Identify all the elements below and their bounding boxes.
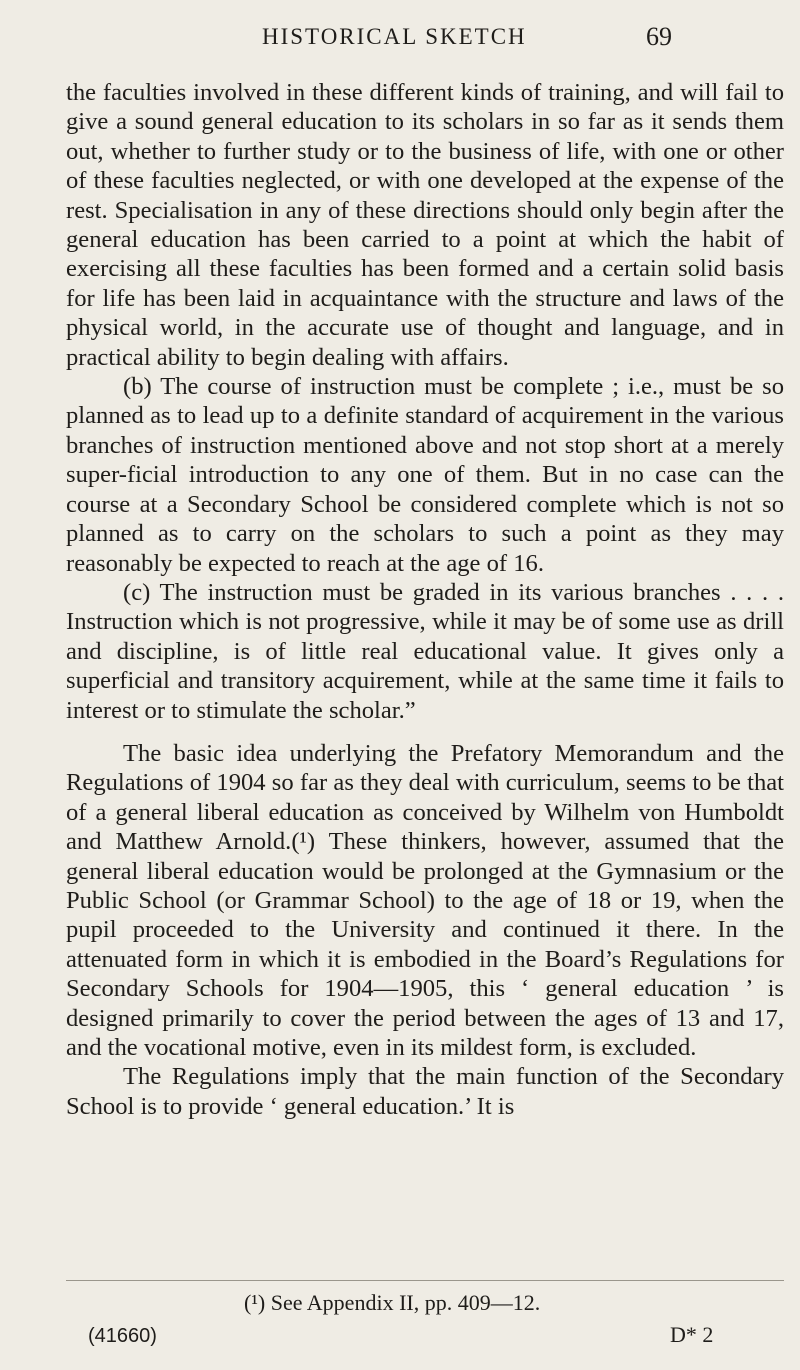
footnote-divider (66, 1280, 784, 1281)
paragraph-regulations: The Regulations imply that the main function of the Secondary School is to provide ‘ general education.’ It is (66, 1063, 784, 1120)
paragraph-basic-idea: The basic idea underlying the Prefatory Memorandum and the Regulations of 1904 so far as they deal with curriculum, seems to be that of a general liberal education as conceived by Wilhelm von Humboldt and Matthew Arnold.(¹) These thinkers, however, assumed that the general liberal education would be prolonged at the Gymnasium or the Public School (or Grammar School) to the age of 18 or 19, when the pupil proceeded to the University and continued it there. In the attenuated form in which it is embodied in the Board’s Regulations for Secondary Schools for 1904—1905, this ‘ general education ’ is designed primarily to cover the period between the ages of 13 and 17, and the vocational motive, even in its mildest form, is excluded. (66, 739, 784, 1061)
page-body (66, 78, 784, 1121)
paragraph-continuation: the faculties involved in these different kinds of training, and will fail to give a sound general education to its scholars in so far as it sends them out, whether to further study or to the business of life, with one or other of these faculties neglected, or with one developed at the expense of the rest. Specialisation in any of these directions should only begin after the general education has been carried to a point at which the habit of exercising all these faculties has been formed and a certain solid basis for life has been laid in acquaintance with the structure and laws of the physical world, in the accurate use of thought and language, and in practical ability to begin dealing with affairs. (66, 79, 784, 371)
paragraph-c: (c) The instruction must be graded in its various branches . . . . Instruction which is not progressive, while it may be of some use as drill and discipline, is of little real educational value. It gives only a superficial and transitory acquirement, while at the same time it fails to interest or to stimulate the scholar.” (66, 578, 784, 724)
printer-signature-code: (41660) (88, 1325, 157, 1347)
running-title: HISTORICAL SKETCH (262, 24, 527, 49)
sheet-mark: D* 2 (670, 1322, 714, 1347)
paragraph-b: (b) The course of instruction must be complete ; i.e., must be so planned as to lead up to a definite standard of acquirement in the various branches of instruction mentioned above and not stop short at a merely super-ficial introduction to any one of them. But in no case can the course at a Secondary School be considered complete which is not so planned as to carry on the scholars to such a point as they may reasonably be expected to reach at the age of 16. (66, 373, 784, 577)
page-number: 69 (646, 22, 672, 51)
footnote: (¹) See Appendix II, pp. 409—12. (244, 1290, 541, 1315)
running-header (0, 14, 800, 54)
